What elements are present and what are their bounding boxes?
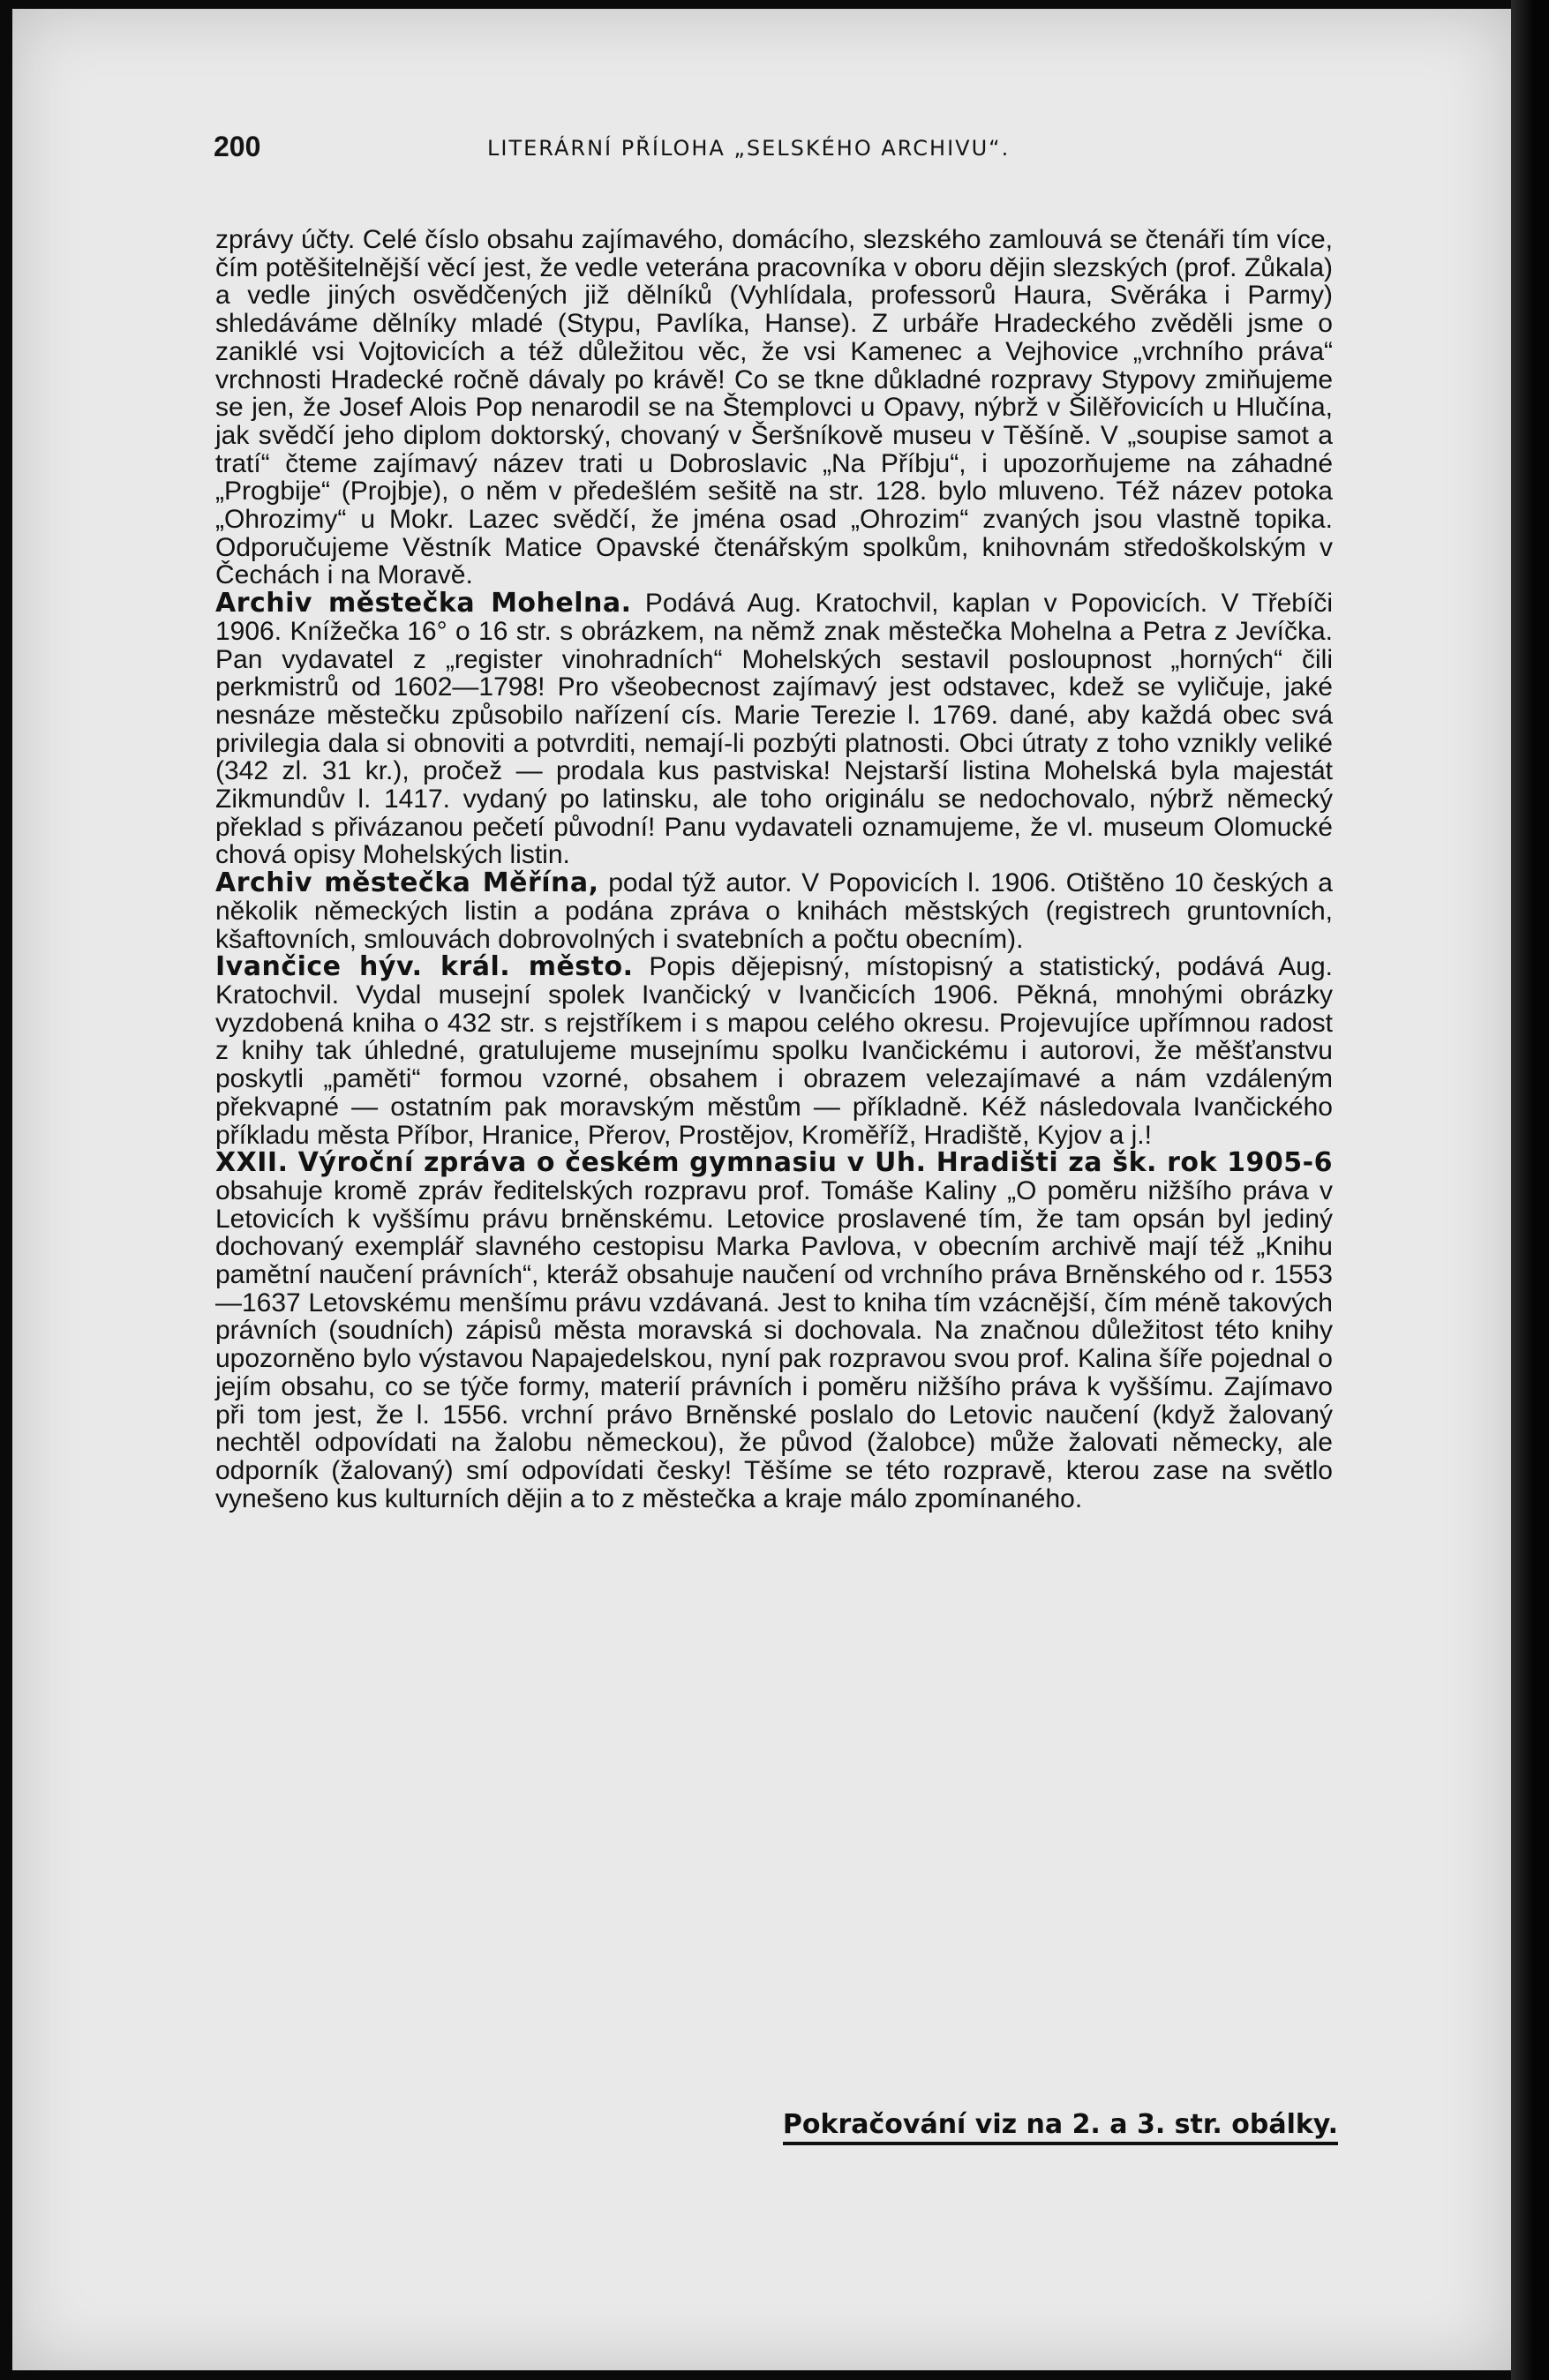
paragraph-text: Podává Aug. Kratochvil, kaplan v Popovicích. V Třebíči 1906. Knížečka 16° o 16 str. s obrázkem, na němž znak městečka Mohelna a Petra z Jevíčka. Pan vydavatel z „register vinohradních“ Mohelských sestavil posloupnost „horných“ čili perkmistrů od 1602—1798! Pro všeobecnost zajímavý jest odstavec, kdež se vyličuje, jaké nesnáze městečku způsobilo nařízení cís. Marie Terezie l. 1769. dané, aby každá obec svá privilegia dala si obnoviti a potvrditi, nemají-li pozbýti platnosti. Obci útraty z toho vznikly veliké (342 zl. 31 kr.), pročež — prodala kus pastviska! Nejstarší listina Mohelská byla majestát Zikmundův l. 1417. vydaný po latinsku, ale toho originálu se nedochovalo, nýbrž německý překlad s přivázanou pečetí původní! Panu vydavateli oznamujeme, že vl. museum Olomucké chová opisy Mohelských listin. (215, 589, 1333, 870)
article-body (215, 226, 1333, 1513)
paragraph-text: podal týž autor. V Popovicích l. 1906. Otištěno 10 českých a několik německých listin a podána zpráva o knihách městských (registrech gruntovních, kšaftovních, smlouvách dobrovolných i svatebních a počtu obecním). (215, 868, 1333, 954)
paragraph-lead: Archiv městečka Mohelna. (215, 588, 632, 619)
paragraph-lead: Ivančice hýv. král. město. (215, 951, 634, 983)
paragraph-text: zprávy účty. Celé číslo obsahu zajímavého, domácího, slezského zamlouvá se čtenáři tím více, čím potěšitelnější věcí jest, že vedle veterána pracovníka v oboru dějin slezských (prof. Zůkala) a vedle jiných osvědčených již dělníků (Vyhlídala, professorů Haura, Svěráka i Parmy) shledáváme dělníky mladé (Stypu, Pavlíka, Hanse). Z urbáře Hradeckého zvěděli jsme o zaniklé vsi Vojtovicích a též důležitou věc, že vsi Kamenec a Vejhovice „vrchního práva“ vrchnosti Hradecké ročně dávaly po krávě! Co se tkne důkladné rozpravy Stypovy zmiňujeme se jen, že Josef Alois Pop nenarodil se na Štemplovci u Opavy, nýbrž v Šilěřovicích u Hlučína, jak svědčí jeho diplom doktorský, chovaný v Šeršníkově museu v Těšíně. V „soupise samot a tratí“ čteme zajímavý název trati u Dobroslavic „Na Příbju“, i upozorňujeme na záhadné „Progbije“ (Projbje), o něm v předešlém sešitě na str. 128. bylo mluveno. Též název potoka „Ohrozimy“ u Mokr. Lazec svědčí, že jména osad „Ohrozim“ zvaných jsou vlastně topika. Odporučujeme Věstník Matice Opavské čtenářským spolkům, knihovnám středoškolským v Čechách i na Moravě. (215, 225, 1333, 590)
scan-border (1511, 0, 1549, 2380)
paragraph-archiv-mohelna (215, 589, 1333, 869)
continuation-note (729, 2109, 1338, 2140)
paragraph-ivancice (215, 953, 1333, 1149)
paragraph-text: obsahuje kromě zpráv ředitelských rozpravu prof. Tomáše Kaliny „O poměru nižšího práva v Letovicích k vyššímu právu brněnskému. Letovice proslavené tím, že tam opsán byl jediný dochovaný exemplář slavného cestopisu Marka Pavlova, v obecním archivě mají též „Knihu pamětní naučení právních“, kteráž obsahuje naučení od vrchního práva Brněnského od r. 1553—1637 Letovskému menšímu právu vzdávaná. Jest to kniha tím vzácnější, čím méně takových právních (soudních) zápisů města moravská si dochovala. Na značnou důležitost této knihy upozorněno bylo výstavou Napajedelskou, nyní pak rozpravou svou prof. Kalina šíře pojednal o jejím obsahu, co se týče formy, materií právních i poměru nižšího práva k vyššímu. Zajímavo při tom jest, že l. 1556. vrchní právo Brněnské poslalo do Letovic naučení (když žalovaný nechtěl odpovídati na žalobu německou), že původ (žalobce) může žalovati německy, ale odporník (žalovaný) smí odpovídati česky! Těšíme se této rozpravě, kterou zase na světlo vynešeno kus kulturních dějin a to z městečka a kraje málo zpomínaného. (215, 1175, 1333, 1513)
paragraph-lead: Archiv městečka Měřína, (215, 867, 599, 899)
paragraph-review-vestnik (215, 226, 1333, 589)
paragraph-lead: XXII. Výroční zpráva o českém gymnasiu v Uh. Hradišti za šk. rok 1905-6 (215, 1147, 1333, 1179)
paragraph-text: Popis dějepisný, místopisný a statistický, podává Aug. Kratochvil. Vydal musejní spolek Ivančický v Ivančicích 1906. Pěkná, mnohými obrázky vyzdobená kniha o 432 str. s rejstříkem i s mapou celého okresu. Projevujíce upřímnou radost z knihy tak úhledné, gratulujeme musejnímu spolku Ivančickému i autorovi, že měšťanstvu poskytli „paměti“ formou vzorné, obsahem i obrazem velezajímavé a nám vzdáleným překvapné — ostatním pak moravským městům — příkladně. Kéž následovala Ivančického příkladu města Příbor, Hranice, Přerov, Prostějov, Kroměříž, Hradiště, Kyjov a j.! (215, 952, 1333, 1150)
page-number: 200 (214, 131, 261, 162)
page-header (214, 131, 1361, 175)
continuation-text: Pokračování viz na 2. a 3. str. obálky. (783, 2109, 1338, 2145)
paragraph-archiv-merina (215, 869, 1333, 953)
scanned-page (12, 9, 1511, 2370)
running-title: LITERÁRNÍ PŘÍLOHA „SELSKÉHO ARCHIVU“. (487, 136, 1011, 161)
paragraph-gymnasium-report (215, 1149, 1333, 1513)
